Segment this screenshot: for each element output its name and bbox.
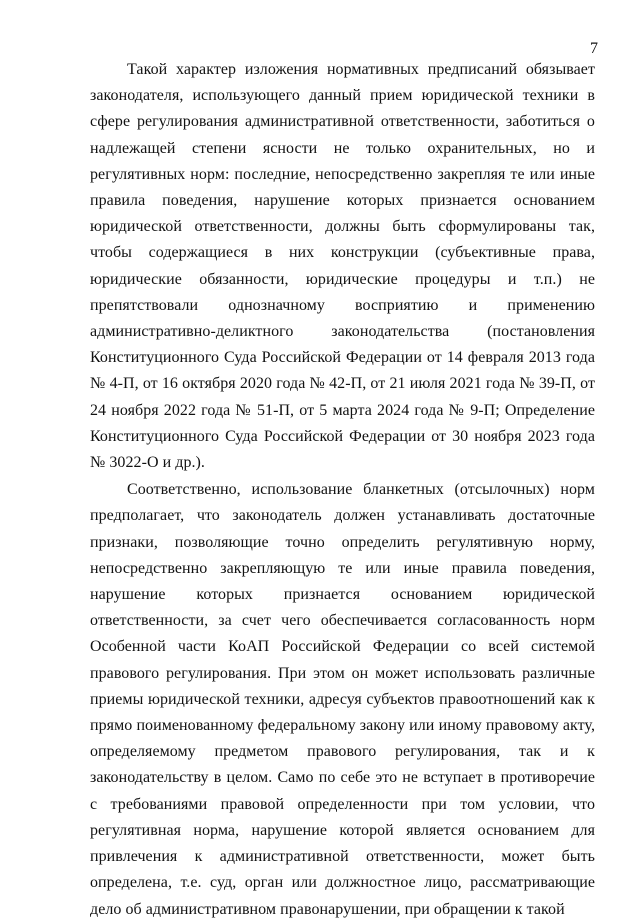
paragraph: Соответственно, использование бланкетных (отсылочных) норм предполагает, что законодатель должен устанавливать достаточные признаки, позволяющие точно определить регулятивную норму, непосредственно закрепляющую те или иные правила поведения, нарушение которых признается основанием юридической ответственности, за счет чего обеспечивается согласованность норм Особенной части КоАП Российской Федерации со всей системой правового регулирования. При этом он может использовать различные приемы юридической техники, адресуя субъектов правоотношений как к прямо поименованному федеральному закону или иному правовому акту, определяемому предметом правового регулирования, так и к законодательству в целом. Само по себе это не вступает в противоречие с требованиями правовой определенности при том условии, что регулятивная норма, нарушение которой является основанием для привлечения к административной ответственности, может быть определена, т.е. суд, орган или должностное лицо, рассматривающие дело об административном правонарушении, при обращении к такой [90,481,595,918]
page-number: 7 [590,40,598,57]
document-body [90,57,595,923]
paragraph: Такой характер изложения нормативных предписаний обязывает законодателя, использующего данный прием юридической техники в сфере регулирования административной ответственности, заботиться о надлежащей степени ясности не только охранительных, но и регулятивных норм: последние, непосредственно закрепляя те или иные правила поведения, нарушение которых признается основанием юридической ответственности, должны быть сформулированы так, чтобы содержащиеся в них конструкции (субъективные права, юридические обязанности, юридические процедуры и т.п.) не препятствовали однозначному восприятию и применению административно-деликтного законодательства (постановления Конституционного Суда Российской Федерации от 14 февраля 2013 года № 4-П, от 16 октября 2020 года № 42-П, от 21 июля 2021 года № 39-П, от 24 ноября 2022 года № 51-П, от 5 марта 2024 года № 9-П; Определение Конституционного Суда Российской Федерации от 30 ноября 2023 года № 3022-О и др.). [90,61,595,472]
